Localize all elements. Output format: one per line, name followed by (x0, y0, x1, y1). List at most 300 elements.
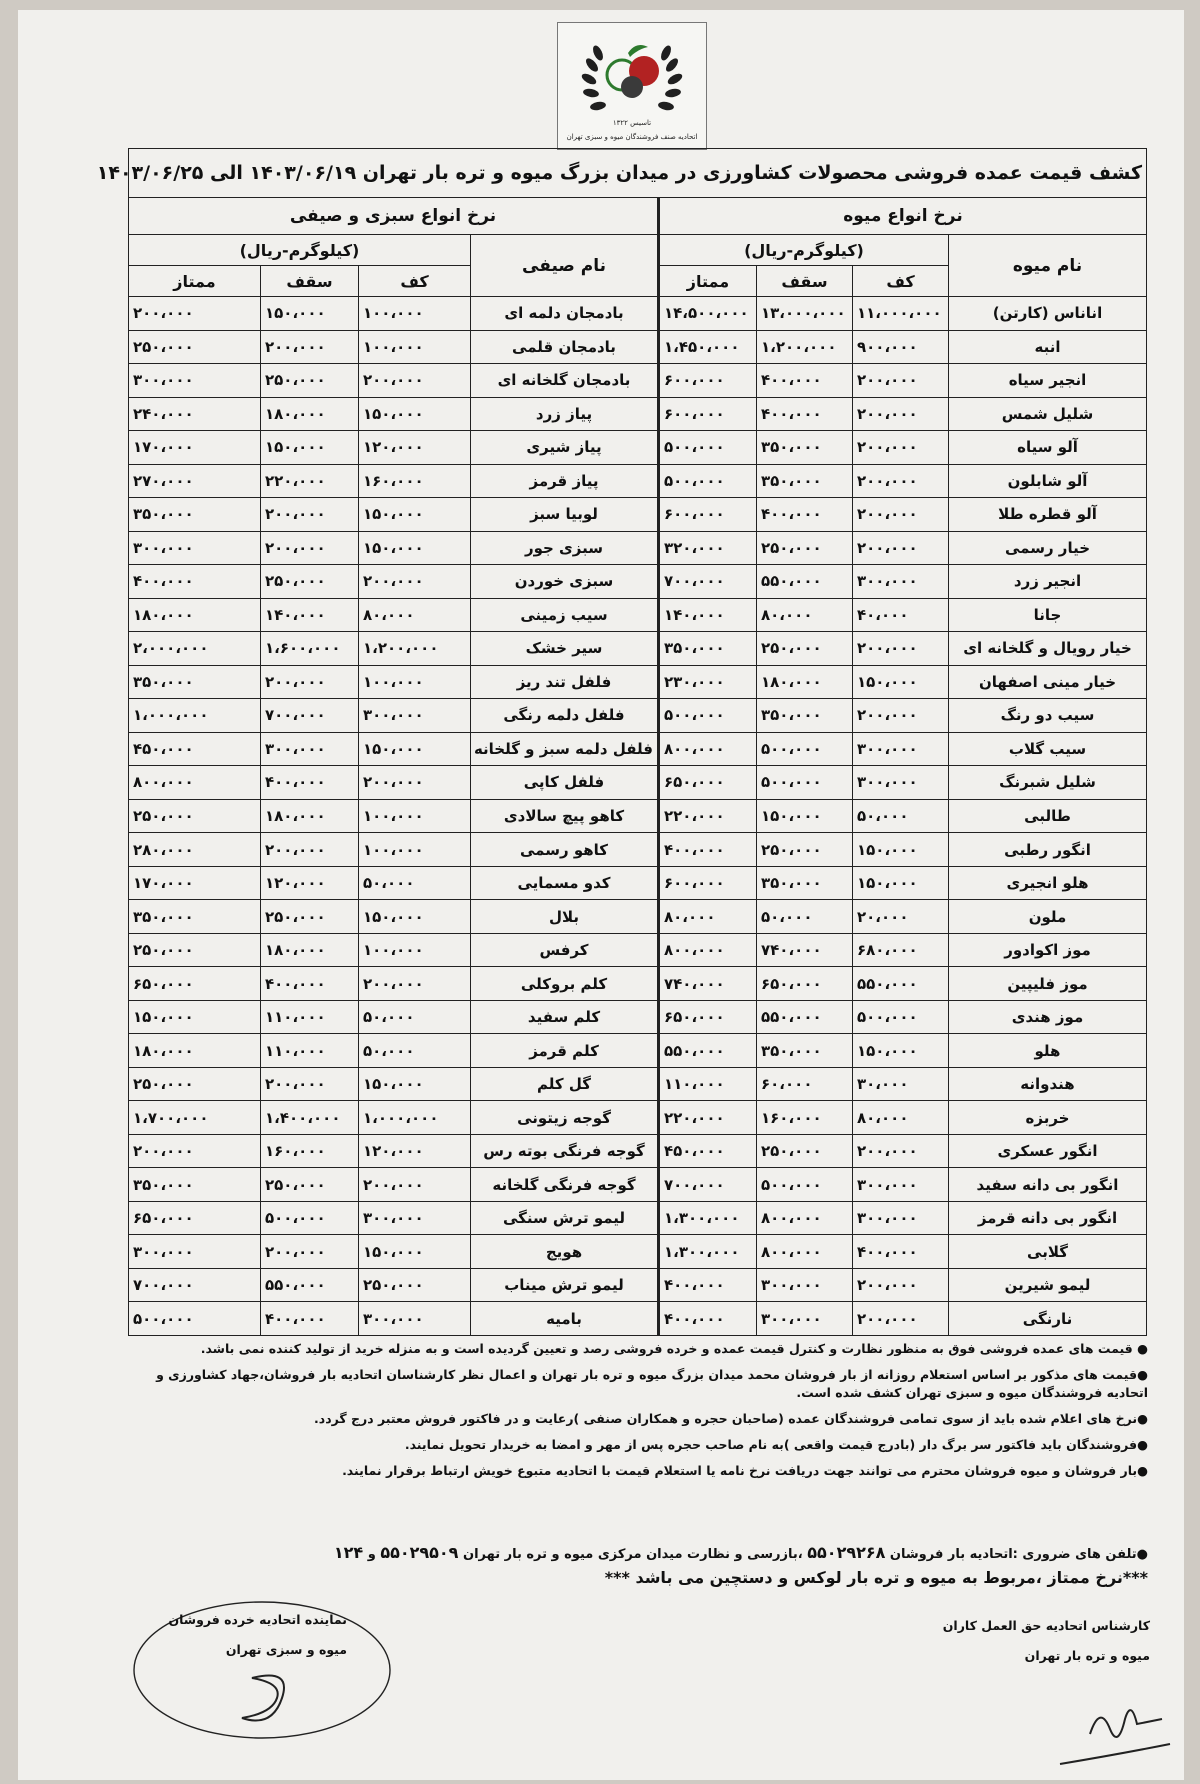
fruit-name-cell: گلابی (949, 1235, 1147, 1269)
veg-name-cell: کاهو پیچ سالادی (471, 799, 659, 833)
table-row (129, 565, 1147, 599)
veg-name-cell: سیب زمینی (471, 598, 659, 632)
fruit-max-price-cell: ۱۳،۰۰۰،۰۰۰ (757, 297, 853, 331)
fruit-premium-price-cell: ۱۴،۵۰۰،۰۰۰ (659, 297, 757, 331)
veg-min-price-cell: ۸۰،۰۰۰ (359, 598, 471, 632)
veg-premium-price-cell: ۱۸۰،۰۰۰ (129, 1034, 261, 1068)
fruit-premium-price-cell: ۱،۴۵۰،۰۰۰ (659, 330, 757, 364)
fruit-max-price-cell: ۵۵۰،۰۰۰ (757, 565, 853, 599)
fruit-name-cell: لیمو شیرین (949, 1268, 1147, 1302)
fruit-name-cell: آلو قطره طلا (949, 498, 1147, 532)
veg-min-price-cell: ۱۰۰،۰۰۰ (359, 330, 471, 364)
fruit-name-cell: انجیر سیاه (949, 364, 1147, 398)
veg-max-price-cell: ۱۴۰،۰۰۰ (261, 598, 359, 632)
fruit-min-price-cell: ۳۰۰،۰۰۰ (853, 1201, 949, 1235)
veg-min-price-cell: ۳۰۰،۰۰۰ (359, 1201, 471, 1235)
veg-min-price-cell: ۲۰۰،۰۰۰ (359, 766, 471, 800)
veg-min-price-cell: ۲۰۰،۰۰۰ (359, 364, 471, 398)
fruit-max-price-cell: ۷۴۰،۰۰۰ (757, 933, 853, 967)
fruit-max-price-cell: ۶۰،۰۰۰ (757, 1067, 853, 1101)
veg-premium-price-cell: ۴۰۰،۰۰۰ (129, 565, 261, 599)
phones-mid: ،بازرسی و نظارت میدان مرکزی میوه و تره بار تهران (462, 1547, 803, 1562)
veg-name-cell: کاهو رسمی (471, 833, 659, 867)
fruit-max-price-cell: ۳۰۰،۰۰۰ (757, 1268, 853, 1302)
fruit-min-price-cell: ۲۰۰،۰۰۰ (853, 632, 949, 666)
fruit-max-price-cell: ۲۵۰،۰۰۰ (757, 833, 853, 867)
table-row (129, 1268, 1147, 1302)
fruit-premium-price-cell: ۸۰۰،۰۰۰ (659, 933, 757, 967)
veg-premium-price-cell: ۲۴۰،۰۰۰ (129, 397, 261, 431)
veg-premium-price-cell: ۲۸۰،۰۰۰ (129, 833, 261, 867)
veg-premium-price-cell: ۱۷۰،۰۰۰ (129, 431, 261, 465)
table-row (129, 1000, 1147, 1034)
fruit-max-price-cell: ۵۰۰،۰۰۰ (757, 1168, 853, 1202)
fruit-name-cell: ملون (949, 900, 1147, 934)
veg-name-cell: بلال (471, 900, 659, 934)
veg-name-cell: کدو مسمایی (471, 866, 659, 900)
fruit-name-cell: سیب گلاب (949, 732, 1147, 766)
fruit-max-price-cell: ۸۰۰،۰۰۰ (757, 1235, 853, 1269)
left-signature-block (112, 1598, 392, 1768)
note-line: ●فروشندگان باید فاکتور سر برگ دار (بادرج قیمت واقعی )به نام صاحب حجره پس از مهر و امضا به خریدار تحویل نمایند. (404, 1437, 1148, 1452)
fruit-premium-price-cell: ۵۵۰،۰۰۰ (659, 1034, 757, 1068)
fruit-min-price-cell: ۲۰۰،۰۰۰ (853, 364, 949, 398)
veg-premium-price-cell: ۳۰۰،۰۰۰ (129, 531, 261, 565)
fruit-max-price-cell: ۸۰،۰۰۰ (757, 598, 853, 632)
veg-max-price-cell: ۷۰۰،۰۰۰ (261, 699, 359, 733)
veg-premium-price-cell: ۱،۰۰۰،۰۰۰ (129, 699, 261, 733)
note-line: ●قیمت های مذکور بر اساس استعلام روزانه از بار فروشان محمد میدان بزرگ میوه و تره بار تهران و اعمال نظر کارشناسان اتحادیه بار فروشان،جهاد کشاورزی و (156, 1367, 1148, 1382)
veg-name-cell: فلفل کاپی (471, 766, 659, 800)
phone-number-3: ۱۲۴ (333, 1543, 364, 1562)
veg-min-price-cell: ۱۲۰،۰۰۰ (359, 1134, 471, 1168)
veg-name-cell: کرفس (471, 933, 659, 967)
fruit-min-price-cell: ۲۰۰،۰۰۰ (853, 431, 949, 465)
table-row (129, 967, 1147, 1001)
table-row (129, 397, 1147, 431)
veg-min-price-cell: ۱۰۰،۰۰۰ (359, 297, 471, 331)
veg-name-cell: بادمجان قلمی (471, 330, 659, 364)
fruit-min-price-cell: ۲۰۰،۰۰۰ (853, 1268, 949, 1302)
veg-min-price-cell: ۵۰،۰۰۰ (359, 866, 471, 900)
veg-max-price-cell: ۱،۶۰۰،۰۰۰ (261, 632, 359, 666)
veg-min-price-cell: ۱۵۰،۰۰۰ (359, 531, 471, 565)
fruit-min-price-cell: ۲۰۰،۰۰۰ (853, 699, 949, 733)
fruit-max-price-cell: ۵۰۰،۰۰۰ (757, 732, 853, 766)
veg-premium-price-cell: ۲۵۰،۰۰۰ (129, 330, 261, 364)
fruit-min-price-cell: ۳۰،۰۰۰ (853, 1067, 949, 1101)
fruit-premium-price-cell: ۴۰۰،۰۰۰ (659, 1302, 757, 1336)
fruit-name-cell: آلو سیاه (949, 431, 1147, 465)
fruit-max-price-cell: ۴۰۰،۰۰۰ (757, 397, 853, 431)
veg-premium-price-cell: ۲۵۰،۰۰۰ (129, 1067, 261, 1101)
veg-premium-price-cell: ۲۰۰،۰۰۰ (129, 297, 261, 331)
table-row (129, 1067, 1147, 1101)
fruit-min-price-cell: ۱۵۰،۰۰۰ (853, 866, 949, 900)
veg-min-price-cell: ۳۰۰،۰۰۰ (359, 1302, 471, 1336)
veg-min-price-cell: ۱۵۰،۰۰۰ (359, 1067, 471, 1101)
fruit-premium-price-cell: ۶۰۰،۰۰۰ (659, 498, 757, 532)
veg-max-price-cell: ۲۰۰،۰۰۰ (261, 665, 359, 699)
fruit-min-price-cell: ۶۸۰،۰۰۰ (853, 933, 949, 967)
veg-premium-price-cell: ۱۵۰،۰۰۰ (129, 1000, 261, 1034)
fruit-min-price-cell: ۴۰۰،۰۰۰ (853, 1235, 949, 1269)
veg-max-price-cell: ۱۵۰،۰۰۰ (261, 431, 359, 465)
fruit-premium-price-cell: ۵۰۰،۰۰۰ (659, 699, 757, 733)
veg-premium-price-cell: ۸۰۰،۰۰۰ (129, 766, 261, 800)
veg-min-price-cell: ۵۰،۰۰۰ (359, 1034, 471, 1068)
table-row (129, 900, 1147, 934)
note-line: ●بار فروشان و میوه فروشان محترم می توانند جهت دریافت نرخ نامه یا استعلام قیمت با اتحادیه متبوع خویش ارتباط برقرار نمایند. (342, 1463, 1148, 1478)
table-row (129, 1201, 1147, 1235)
table-row (129, 1134, 1147, 1168)
veg-premium-price-cell: ۳۰۰،۰۰۰ (129, 364, 261, 398)
table-row (129, 1034, 1147, 1068)
veg-max-price-cell: ۴۰۰،۰۰۰ (261, 967, 359, 1001)
veg-max-price-cell: ۲۰۰،۰۰۰ (261, 1067, 359, 1101)
right-signature-line1: کارشناس اتحادیه حق العمل کاران (942, 1618, 1150, 1633)
veg-premium-price-cell: ۴۵۰،۰۰۰ (129, 732, 261, 766)
veg-unit-label: (کیلوگرم-ریال) (129, 235, 471, 266)
fruit-premium-price-cell: ۷۰۰،۰۰۰ (659, 1168, 757, 1202)
fruit-max-price-cell: ۵۰،۰۰۰ (757, 900, 853, 934)
veg-min-price-cell: ۱۶۰،۰۰۰ (359, 464, 471, 498)
veg-max-price-cell: ۱۸۰،۰۰۰ (261, 799, 359, 833)
veg-name-cell: فلفل تند ریز (471, 665, 659, 699)
veg-name-cell: بادمجان دلمه ای (471, 297, 659, 331)
fruit-premium-price-cell: ۴۰۰،۰۰۰ (659, 1268, 757, 1302)
veg-min-price-cell: ۱،۲۰۰،۰۰۰ (359, 632, 471, 666)
fruit-name-cell: طالبی (949, 799, 1147, 833)
veg-premium-price-cell: ۳۵۰،۰۰۰ (129, 665, 261, 699)
fruit-premium-price-cell: ۳۵۰،۰۰۰ (659, 632, 757, 666)
table-row (129, 866, 1147, 900)
fruit-name-header: نام میوه (949, 235, 1147, 297)
veg-premium-price-cell: ۳۵۰،۰۰۰ (129, 1168, 261, 1202)
fruit-max-price-cell: ۸۰۰،۰۰۰ (757, 1201, 853, 1235)
veg-min-price-cell: ۱۰۰،۰۰۰ (359, 799, 471, 833)
veg-name-cell: فلفل دلمه سبز و گلخانه (471, 732, 659, 766)
note-line: ●نرخ های اعلام شده باید از سوی تمامی فروشندگان عمده (صاحبان حجره و همکاران صنفی )رعایت و در فاکتور فروش معتبر درج گردد. (314, 1411, 1148, 1426)
price-table (96, 148, 1147, 1336)
premium-note: ***نرخ ممتاز ،مربوط به میوه و تره بار لوکس و دستچین می باشد *** (604, 1568, 1148, 1587)
fruit-premium-price-cell: ۶۵۰،۰۰۰ (659, 1000, 757, 1034)
veg-min-price-cell: ۱۲۰،۰۰۰ (359, 431, 471, 465)
fruit-name-cell: شلیل شمس (949, 397, 1147, 431)
veg-max-price-cell: ۱۱۰،۰۰۰ (261, 1000, 359, 1034)
logo-founded-text: تاسیس ۱۳۲۲ (612, 119, 652, 127)
fruit-name-cell: هلو انجیری (949, 866, 1147, 900)
fruit-min-price-cell: ۲۰۰،۰۰۰ (853, 1302, 949, 1336)
fruit-max-price-cell: ۴۰۰،۰۰۰ (757, 364, 853, 398)
veg-name-cell: لیمو ترش سنگی (471, 1201, 659, 1235)
veg-min-price-cell: ۱۵۰،۰۰۰ (359, 900, 471, 934)
fruit-name-cell: سیب دو رنگ (949, 699, 1147, 733)
fruit-min-price-cell: ۳۰۰،۰۰۰ (853, 732, 949, 766)
veg-min-header: کف (359, 266, 471, 297)
left-signature-line2: میوه و سبزی تهران (225, 1642, 347, 1657)
fruit-min-price-cell: ۳۰۰،۰۰۰ (853, 565, 949, 599)
veg-min-price-cell: ۲۰۰،۰۰۰ (359, 565, 471, 599)
fruit-max-price-cell: ۱۶۰،۰۰۰ (757, 1101, 853, 1135)
fruit-max-price-cell: ۶۵۰،۰۰۰ (757, 967, 853, 1001)
veg-max-price-cell: ۱۸۰،۰۰۰ (261, 933, 359, 967)
table-row (129, 632, 1147, 666)
veg-max-price-cell: ۵۰۰،۰۰۰ (261, 1201, 359, 1235)
veg-min-price-cell: ۱۵۰،۰۰۰ (359, 498, 471, 532)
fruit-name-cell: خربزه (949, 1101, 1147, 1135)
fruit-premium-price-cell: ۲۲۰،۰۰۰ (659, 799, 757, 833)
veg-min-price-cell: ۱،۰۰۰،۰۰۰ (359, 1101, 471, 1135)
veg-min-price-cell: ۱۵۰،۰۰۰ (359, 397, 471, 431)
veg-name-cell: پیاز زرد (471, 397, 659, 431)
veg-name-cell: هویج (471, 1235, 659, 1269)
veg-min-price-cell: ۳۰۰،۰۰۰ (359, 699, 471, 733)
fruit-max-price-cell: ۱،۲۰۰،۰۰۰ (757, 330, 853, 364)
fruit-min-price-cell: ۲۰۰،۰۰۰ (853, 531, 949, 565)
table-row (129, 364, 1147, 398)
fruit-min-price-cell: ۲۰۰،۰۰۰ (853, 1134, 949, 1168)
table-row (129, 933, 1147, 967)
fruit-unit-label: (کیلوگرم-ریال) (659, 235, 949, 266)
veg-name-cell: کلم بروکلی (471, 967, 659, 1001)
fruit-name-cell: موز فلیپین (949, 967, 1147, 1001)
table-row (129, 598, 1147, 632)
fruit-premium-price-cell: ۴۵۰،۰۰۰ (659, 1134, 757, 1168)
table-row (129, 330, 1147, 364)
fruit-max-price-cell: ۳۵۰،۰۰۰ (757, 431, 853, 465)
fruit-name-cell: نارنگی (949, 1302, 1147, 1336)
veg-name-cell: گوجه فرنگی بوته رس (471, 1134, 659, 1168)
signature-scribble-icon (940, 1614, 1170, 1774)
fruit-premium-price-cell: ۶۰۰،۰۰۰ (659, 397, 757, 431)
veg-name-cell: گوجه زیتونی (471, 1101, 659, 1135)
veg-min-price-cell: ۲۰۰،۰۰۰ (359, 1168, 471, 1202)
fruit-max-price-cell: ۳۵۰،۰۰۰ (757, 1034, 853, 1068)
veg-premium-price-cell: ۱۷۰،۰۰۰ (129, 866, 261, 900)
fruit-premium-price-cell: ۱۱۰،۰۰۰ (659, 1067, 757, 1101)
laurel-fruit-emblem-icon (558, 23, 706, 149)
fruit-premium-price-cell: ۴۰۰،۰۰۰ (659, 833, 757, 867)
veg-premium-price-cell: ۲۷۰،۰۰۰ (129, 464, 261, 498)
fruit-min-price-cell: ۵۵۰،۰۰۰ (853, 967, 949, 1001)
fruit-min-price-cell: ۵۰،۰۰۰ (853, 799, 949, 833)
fruit-max-price-cell: ۵۵۰،۰۰۰ (757, 1000, 853, 1034)
table-row (129, 665, 1147, 699)
fruit-name-cell: انگور رطبی (949, 833, 1147, 867)
veg-max-price-cell: ۲۵۰،۰۰۰ (261, 1168, 359, 1202)
fruit-max-price-cell: ۳۰۰،۰۰۰ (757, 1302, 853, 1336)
veg-max-price-cell: ۲۵۰،۰۰۰ (261, 565, 359, 599)
fruit-premium-price-cell: ۸۰۰،۰۰۰ (659, 732, 757, 766)
page-title: کشف قیمت عمده فروشی محصولات کشاورزی در میدان بزرگ میوه و تره بار تهران ۱۴۰۳/۰۶/۱۹ الی ۱۴۰۳/۰۶/۲۵ (129, 149, 1147, 198)
fruit-name-cell: آلو شابلون (949, 464, 1147, 498)
veg-group-header: نرخ انواع سبزی و صیفی (129, 198, 659, 235)
table-row (129, 1235, 1147, 1269)
fruit-min-price-cell: ۳۰۰،۰۰۰ (853, 1168, 949, 1202)
fruit-premium-price-cell: ۳۲۰،۰۰۰ (659, 531, 757, 565)
veg-max-price-cell: ۲۵۰،۰۰۰ (261, 364, 359, 398)
veg-max-price-cell: ۲۵۰،۰۰۰ (261, 900, 359, 934)
fruit-premium-price-cell: ۱۴۰،۰۰۰ (659, 598, 757, 632)
veg-premium-price-cell: ۲۵۰،۰۰۰ (129, 799, 261, 833)
table-row (129, 766, 1147, 800)
fruit-name-cell: موز هندی (949, 1000, 1147, 1034)
union-logo (557, 22, 707, 150)
fruit-name-cell: انگور بی دانه قرمز (949, 1201, 1147, 1235)
table-row (129, 799, 1147, 833)
veg-name-header: نام صیفی (471, 235, 659, 297)
fruit-min-price-cell: ۱۵۰،۰۰۰ (853, 1034, 949, 1068)
veg-premium-price-cell: ۳۰۰،۰۰۰ (129, 1235, 261, 1269)
fruit-premium-price-cell: ۲۳۰،۰۰۰ (659, 665, 757, 699)
phone-number-2: ۵۵۰۲۹۵۰۹ (380, 1543, 459, 1562)
fruit-premium-price-cell: ۵۰۰،۰۰۰ (659, 431, 757, 465)
fruit-name-cell: اناناس (کارتن) (949, 297, 1147, 331)
phones-and: و (367, 1547, 376, 1562)
veg-max-price-cell: ۲۰۰،۰۰۰ (261, 531, 359, 565)
table-row (129, 1302, 1147, 1336)
fruit-name-cell: هندوانه (949, 1067, 1147, 1101)
veg-max-price-cell: ۲۰۰،۰۰۰ (261, 498, 359, 532)
fruit-premium-price-cell: ۶۰۰،۰۰۰ (659, 866, 757, 900)
fruit-min-price-cell: ۲۰۰،۰۰۰ (853, 397, 949, 431)
veg-name-cell: گوجه فرنگی گلخانه (471, 1168, 659, 1202)
fruit-max-price-cell: ۱۵۰،۰۰۰ (757, 799, 853, 833)
fruit-max-price-cell: ۱۸۰،۰۰۰ (757, 665, 853, 699)
veg-max-price-cell: ۲۲۰،۰۰۰ (261, 464, 359, 498)
fruit-min-price-cell: ۲۰۰،۰۰۰ (853, 464, 949, 498)
veg-min-price-cell: ۱۰۰،۰۰۰ (359, 833, 471, 867)
fruit-min-price-cell: ۹۰۰،۰۰۰ (853, 330, 949, 364)
veg-name-cell: پیاز قرمز (471, 464, 659, 498)
fruit-min-price-cell: ۸۰،۰۰۰ (853, 1101, 949, 1135)
fruit-premium-price-cell: ۶۰۰،۰۰۰ (659, 364, 757, 398)
veg-min-price-cell: ۱۰۰،۰۰۰ (359, 665, 471, 699)
veg-max-price-cell: ۱۱۰،۰۰۰ (261, 1034, 359, 1068)
fruit-premium-price-cell: ۱،۳۰۰،۰۰۰ (659, 1201, 757, 1235)
fruit-name-cell: موز اکوادور (949, 933, 1147, 967)
fruit-name-cell: انگور بی دانه سفید (949, 1168, 1147, 1202)
veg-min-price-cell: ۵۰،۰۰۰ (359, 1000, 471, 1034)
veg-premium-price-cell: ۷۰۰،۰۰۰ (129, 1268, 261, 1302)
fruit-min-price-cell: ۱۱،۰۰۰،۰۰۰ (853, 297, 949, 331)
fruit-name-cell: انگور عسکری (949, 1134, 1147, 1168)
veg-premium-price-cell: ۲۰۰،۰۰۰ (129, 1134, 261, 1168)
veg-max-price-cell: ۳۰۰،۰۰۰ (261, 732, 359, 766)
veg-min-price-cell: ۲۵۰،۰۰۰ (359, 1268, 471, 1302)
right-signature-line2: میوه و تره بار تهران (1024, 1648, 1150, 1663)
veg-premium-price-cell: ۶۵۰،۰۰۰ (129, 967, 261, 1001)
fruit-name-cell: هلو (949, 1034, 1147, 1068)
veg-name-cell: کلم قرمز (471, 1034, 659, 1068)
veg-premium-header: ممتاز (129, 266, 261, 297)
fruit-min-price-cell: ۱۵۰،۰۰۰ (853, 833, 949, 867)
notes-section (140, 1340, 1148, 1480)
veg-name-cell: بامیه (471, 1302, 659, 1336)
veg-min-price-cell: ۱۵۰،۰۰۰ (359, 1235, 471, 1269)
fruit-premium-price-cell: ۷۰۰،۰۰۰ (659, 565, 757, 599)
veg-name-cell: لوبیا سبز (471, 498, 659, 532)
veg-max-price-cell: ۲۰۰،۰۰۰ (261, 330, 359, 364)
fruit-max-price-cell: ۴۰۰،۰۰۰ (757, 498, 853, 532)
table-row (129, 498, 1147, 532)
fruit-group-header: نرخ انواع میوه (659, 198, 1147, 235)
note-line: ● قیمت های عمده فروشی فوق به منظور نظارت و کنترل قیمت عمده و خرده فروشی رصد و تعیین گردیده است و به منزله خرید از تولید کننده نمی باشد. (200, 1341, 1148, 1356)
veg-name-cell: سبزی خوردن (471, 565, 659, 599)
fruit-premium-price-cell: ۵۰۰،۰۰۰ (659, 464, 757, 498)
left-signature-line1: نماینده اتحادیه خرده فروشان (168, 1612, 347, 1627)
fruit-min-price-cell: ۵۰۰،۰۰۰ (853, 1000, 949, 1034)
fruit-min-header: کف (853, 266, 949, 297)
table-row (129, 431, 1147, 465)
fruit-min-price-cell: ۲۰،۰۰۰ (853, 900, 949, 934)
price-table-body (129, 297, 1147, 1336)
veg-premium-price-cell: ۵۰۰،۰۰۰ (129, 1302, 261, 1336)
fruit-max-header: سقف (757, 266, 853, 297)
veg-name-cell: لیمو ترش میناب (471, 1268, 659, 1302)
phone-numbers (140, 1543, 1148, 1562)
veg-max-price-cell: ۱۸۰،۰۰۰ (261, 397, 359, 431)
veg-name-cell: سبزی جور (471, 531, 659, 565)
phone-number-1: ۵۵۰۲۹۲۶۸ (807, 1543, 886, 1562)
table-row (129, 464, 1147, 498)
table-row (129, 1168, 1147, 1202)
logo-union-name: اتحادیه صنف فروشندگان میوه و سبزی تهران (566, 133, 698, 141)
veg-min-price-cell: ۲۰۰،۰۰۰ (359, 967, 471, 1001)
veg-name-cell: سیر خشک (471, 632, 659, 666)
veg-premium-price-cell: ۲۵۰،۰۰۰ (129, 933, 261, 967)
fruit-premium-price-cell: ۸۰،۰۰۰ (659, 900, 757, 934)
veg-max-price-cell: ۴۰۰،۰۰۰ (261, 1302, 359, 1336)
veg-max-price-cell: ۱۲۰،۰۰۰ (261, 866, 359, 900)
table-row (129, 833, 1147, 867)
veg-premium-price-cell: ۲،۰۰۰،۰۰۰ (129, 632, 261, 666)
fruit-max-price-cell: ۲۵۰،۰۰۰ (757, 1134, 853, 1168)
fruit-premium-price-cell: ۶۵۰،۰۰۰ (659, 766, 757, 800)
veg-name-cell: گل کلم (471, 1067, 659, 1101)
veg-premium-price-cell: ۶۵۰،۰۰۰ (129, 1201, 261, 1235)
veg-name-cell: کلم سفید (471, 1000, 659, 1034)
veg-premium-price-cell: ۳۵۰،۰۰۰ (129, 498, 261, 532)
phones-prefix: ●تلفن های ضروری :اتحادیه بار فروشان (889, 1547, 1148, 1562)
table-row (129, 531, 1147, 565)
fruit-name-cell: خیار رسمی (949, 531, 1147, 565)
veg-max-header: سقف (261, 266, 359, 297)
fruit-max-price-cell: ۳۵۰،۰۰۰ (757, 866, 853, 900)
veg-premium-price-cell: ۳۵۰،۰۰۰ (129, 900, 261, 934)
right-signature-block (940, 1614, 1170, 1774)
table-row (129, 1101, 1147, 1135)
table-row (129, 699, 1147, 733)
veg-min-price-cell: ۱۰۰،۰۰۰ (359, 933, 471, 967)
fruit-max-price-cell: ۳۵۰،۰۰۰ (757, 699, 853, 733)
veg-max-price-cell: ۲۰۰،۰۰۰ (261, 1235, 359, 1269)
veg-name-cell: پیاز شیری (471, 431, 659, 465)
fruit-premium-price-cell: ۱،۳۰۰،۰۰۰ (659, 1235, 757, 1269)
fruit-max-price-cell: ۵۰۰،۰۰۰ (757, 766, 853, 800)
fruit-max-price-cell: ۲۵۰،۰۰۰ (757, 531, 853, 565)
veg-max-price-cell: ۴۰۰،۰۰۰ (261, 766, 359, 800)
veg-premium-price-cell: ۱،۷۰۰،۰۰۰ (129, 1101, 261, 1135)
fruit-min-price-cell: ۲۰۰،۰۰۰ (853, 498, 949, 532)
table-row (129, 732, 1147, 766)
veg-name-cell: بادمجان گلخانه ای (471, 364, 659, 398)
fruit-name-cell: خیار مینی اصفهان (949, 665, 1147, 699)
veg-max-price-cell: ۱۶۰،۰۰۰ (261, 1134, 359, 1168)
fruit-min-price-cell: ۱۵۰،۰۰۰ (853, 665, 949, 699)
fruit-premium-header: ممتاز (659, 266, 757, 297)
